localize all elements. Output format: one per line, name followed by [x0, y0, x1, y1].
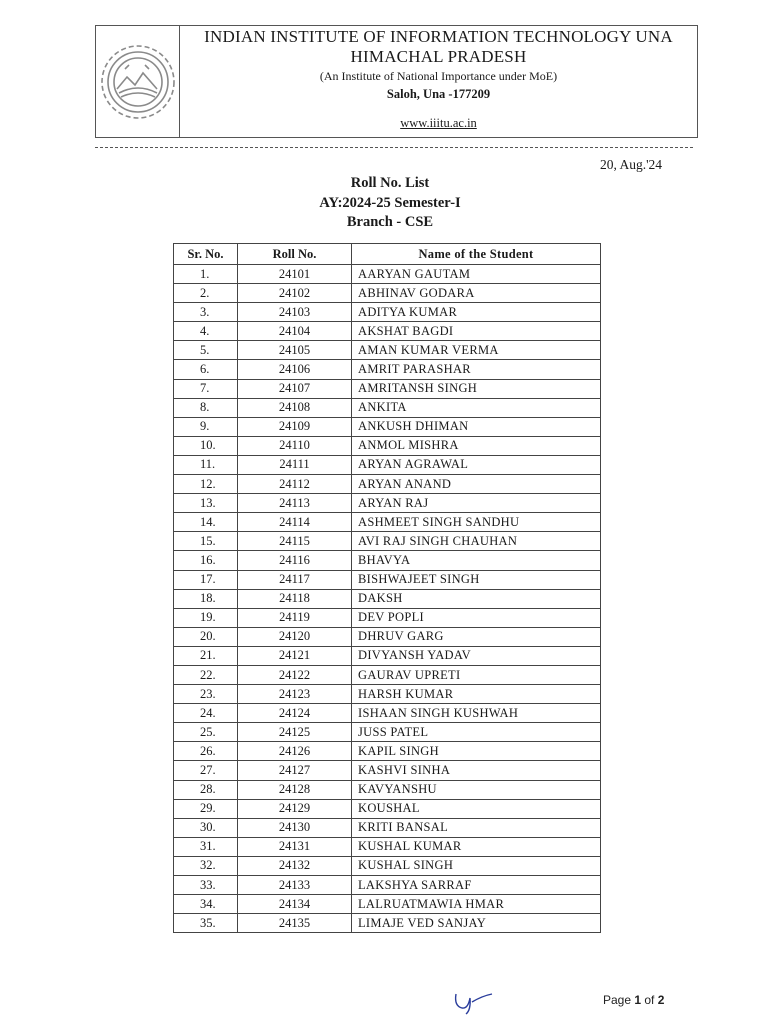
sr-no-cell: 15.: [174, 532, 238, 551]
list-title: Roll No. List: [350, 175, 430, 191]
sr-no-cell: 35.: [174, 914, 238, 933]
sr-no-cell: 2.: [174, 284, 238, 303]
institute-logo-icon: [99, 43, 177, 121]
table-row: [174, 856, 601, 875]
sr-no-cell: 11.: [174, 455, 238, 474]
student-name-cell: ASHMEET SINGH SANDHU: [352, 513, 601, 532]
sr-no-cell: 34.: [174, 895, 238, 914]
table-row: [174, 322, 601, 341]
sr-no-cell: 18.: [174, 589, 238, 608]
logo-cell: [96, 26, 180, 137]
table-row: [174, 513, 601, 532]
roll-no-cell: 24125: [238, 723, 352, 742]
roll-no-cell: 24107: [238, 379, 352, 398]
student-name-cell: DAKSH: [352, 589, 601, 608]
student-name-cell: KAPIL SINGH: [352, 742, 601, 761]
student-name-cell: HARSH KUMAR: [352, 685, 601, 704]
student-name-cell: ABHINAV GODARA: [352, 284, 601, 303]
page-current: 1: [634, 993, 642, 1007]
table-row: [174, 799, 601, 818]
roll-no-cell: 24106: [238, 360, 352, 379]
sr-no-cell: 13.: [174, 494, 238, 513]
student-name-cell: KAVYANSHU: [352, 780, 601, 799]
student-name-cell: LALRUATMAWIA HMAR: [352, 895, 601, 914]
institute-address: Saloh, Una -177209: [386, 87, 491, 101]
table-row: [174, 532, 601, 551]
roll-no-cell: 24121: [238, 646, 352, 665]
sr-no-cell: 21.: [174, 646, 238, 665]
student-name-cell: KUSHAL SINGH: [352, 856, 601, 875]
roll-no-cell: 24105: [238, 341, 352, 360]
divider: [95, 147, 693, 148]
student-name-cell: KUSHAL KUMAR: [352, 837, 601, 856]
table-header-row: [174, 244, 601, 265]
student-name-cell: ADITYA KUMAR: [352, 303, 601, 322]
roll-no-cell: 24119: [238, 608, 352, 627]
sr-no-cell: 3.: [174, 303, 238, 322]
institute-website-link[interactable]: www.iiitu.ac.in: [400, 116, 477, 130]
roll-no-cell: 24109: [238, 417, 352, 436]
table-row: [174, 608, 601, 627]
page-prefix: Page: [603, 993, 635, 1007]
roll-table-body: [174, 265, 601, 933]
student-name-cell: AARYAN GAUTAM: [352, 265, 601, 284]
sr-no-cell: 7.: [174, 379, 238, 398]
column-header-name: Name of the Student: [352, 244, 601, 265]
table-row: [174, 417, 601, 436]
student-name-cell: KASHVI SINHA: [352, 761, 601, 780]
roll-no-cell: 24135: [238, 914, 352, 933]
table-row: [174, 341, 601, 360]
roll-no-cell: 24132: [238, 856, 352, 875]
roll-no-cell: 24101: [238, 265, 352, 284]
sr-no-cell: 9.: [174, 417, 238, 436]
sr-no-cell: 30.: [174, 818, 238, 837]
sr-no-cell: 31.: [174, 837, 238, 856]
roll-no-cell: 24118: [238, 589, 352, 608]
table-row: [174, 685, 601, 704]
sr-no-cell: 23.: [174, 685, 238, 704]
sr-no-cell: 26.: [174, 742, 238, 761]
roll-no-cell: 24110: [238, 436, 352, 455]
sr-no-cell: 1.: [174, 265, 238, 284]
student-name-cell: AVI RAJ SINGH CHAUHAN: [352, 532, 601, 551]
roll-no-cell: 24115: [238, 532, 352, 551]
roll-no-cell: 24127: [238, 761, 352, 780]
sr-no-cell: 5.: [174, 341, 238, 360]
student-name-cell: KRITI BANSAL: [352, 818, 601, 837]
institute-subtitle: (An Institute of National Importance under MoE): [319, 69, 558, 83]
table-row: [174, 265, 601, 284]
table-row: [174, 742, 601, 761]
table-row: [174, 589, 601, 608]
student-name-cell: AKSHAT BAGDI: [352, 322, 601, 341]
student-name-cell: ANKUSH DHIMAN: [352, 417, 601, 436]
institute-name-line2: HIMACHAL PRADESH: [350, 47, 527, 66]
table-row: [174, 761, 601, 780]
roll-no-cell: 24120: [238, 627, 352, 646]
table-row: [174, 723, 601, 742]
student-name-cell: DIVYANSH YADAV: [352, 646, 601, 665]
table-row: [174, 436, 601, 455]
student-name-cell: BISHWAJEET SINGH: [352, 570, 601, 589]
table-row: [174, 570, 601, 589]
roll-no-cell: 24122: [238, 665, 352, 684]
table-row: [174, 704, 601, 723]
roll-no-cell: 24130: [238, 818, 352, 837]
student-name-cell: LAKSHYA SARRAF: [352, 876, 601, 895]
student-name-cell: LIMAJE VED SANJAY: [352, 914, 601, 933]
roll-no-cell: 24111: [238, 455, 352, 474]
table-row: [174, 379, 601, 398]
student-name-cell: BHAVYA: [352, 551, 601, 570]
roll-no-cell: 24123: [238, 685, 352, 704]
table-row: [174, 895, 601, 914]
student-name-cell: DHRUV GARG: [352, 627, 601, 646]
roll-no-cell: 24134: [238, 895, 352, 914]
table-row: [174, 627, 601, 646]
sr-no-cell: 22.: [174, 665, 238, 684]
roll-no-cell: 24117: [238, 570, 352, 589]
column-header-sr: Sr. No.: [174, 244, 238, 265]
table-row: [174, 837, 601, 856]
sr-no-cell: 20.: [174, 627, 238, 646]
roll-no-cell: 24124: [238, 704, 352, 723]
page-of: of: [641, 993, 658, 1007]
roll-no-cell: 24102: [238, 284, 352, 303]
student-name-cell: AMAN KUMAR VERMA: [352, 341, 601, 360]
institute-name-line1: INDIAN INSTITUTE OF INFORMATION TECHNOLOGY UNA: [204, 27, 673, 46]
student-name-cell: ANKITA: [352, 398, 601, 417]
student-name-cell: ARYAN ANAND: [352, 475, 601, 494]
sr-no-cell: 8.: [174, 398, 238, 417]
student-name-cell: ARYAN AGRAWAL: [352, 455, 601, 474]
roll-no-cell: 24131: [238, 837, 352, 856]
student-name-cell: AMRIT PARASHAR: [352, 360, 601, 379]
sr-no-cell: 4.: [174, 322, 238, 341]
table-row: [174, 303, 601, 322]
roll-no-cell: 24108: [238, 398, 352, 417]
student-name-cell: KOUSHAL: [352, 799, 601, 818]
student-name-cell: ARYAN RAJ: [352, 494, 601, 513]
sr-no-cell: 27.: [174, 761, 238, 780]
roll-no-cell: 24113: [238, 494, 352, 513]
student-name-cell: GAURAV UPRETI: [352, 665, 601, 684]
roll-no-cell: 24133: [238, 876, 352, 895]
sr-no-cell: 29.: [174, 799, 238, 818]
document-date: 20, Aug.'24: [600, 157, 663, 172]
roll-no-cell: 24103: [238, 303, 352, 322]
page-total: 2: [657, 993, 665, 1007]
student-name-cell: ISHAAN SINGH KUSHWAH: [352, 704, 601, 723]
table-row: [174, 494, 601, 513]
signature-icon: [452, 988, 494, 1018]
sr-no-cell: 33.: [174, 876, 238, 895]
roll-table: [173, 243, 601, 933]
sr-no-cell: 16.: [174, 551, 238, 570]
roll-no-cell: 24126: [238, 742, 352, 761]
roll-no-cell: 24128: [238, 780, 352, 799]
table-row: [174, 455, 601, 474]
column-header-roll: Roll No.: [238, 244, 352, 265]
table-row: [174, 914, 601, 933]
letterhead: [95, 25, 698, 138]
sr-no-cell: 32.: [174, 856, 238, 875]
roll-no-cell: 24114: [238, 513, 352, 532]
table-row: [174, 360, 601, 379]
table-row: [174, 551, 601, 570]
table-row: [174, 818, 601, 837]
table-row: [174, 646, 601, 665]
sr-no-cell: 12.: [174, 475, 238, 494]
sr-no-cell: 28.: [174, 780, 238, 799]
table-row: [174, 665, 601, 684]
student-name-cell: JUSS PATEL: [352, 723, 601, 742]
table-row: [174, 876, 601, 895]
roll-no-cell: 24112: [238, 475, 352, 494]
table-row: [174, 284, 601, 303]
table-row: [174, 475, 601, 494]
branch-label: Branch - CSE: [346, 214, 434, 230]
academic-year: AY:2024-25 Semester-I: [319, 195, 461, 211]
sr-no-cell: 6.: [174, 360, 238, 379]
student-name-cell: DEV POPLI: [352, 608, 601, 627]
page-indicator: [603, 993, 664, 1007]
sr-no-cell: 10.: [174, 436, 238, 455]
sr-no-cell: 24.: [174, 704, 238, 723]
sr-no-cell: 19.: [174, 608, 238, 627]
sr-no-cell: 17.: [174, 570, 238, 589]
roll-no-cell: 24129: [238, 799, 352, 818]
table-row: [174, 780, 601, 799]
student-name-cell: ANMOL MISHRA: [352, 436, 601, 455]
sr-no-cell: 25.: [174, 723, 238, 742]
table-row: [174, 398, 601, 417]
student-name-cell: AMRITANSH SINGH: [352, 379, 601, 398]
roll-no-cell: 24116: [238, 551, 352, 570]
roll-no-cell: 24104: [238, 322, 352, 341]
sr-no-cell: 14.: [174, 513, 238, 532]
